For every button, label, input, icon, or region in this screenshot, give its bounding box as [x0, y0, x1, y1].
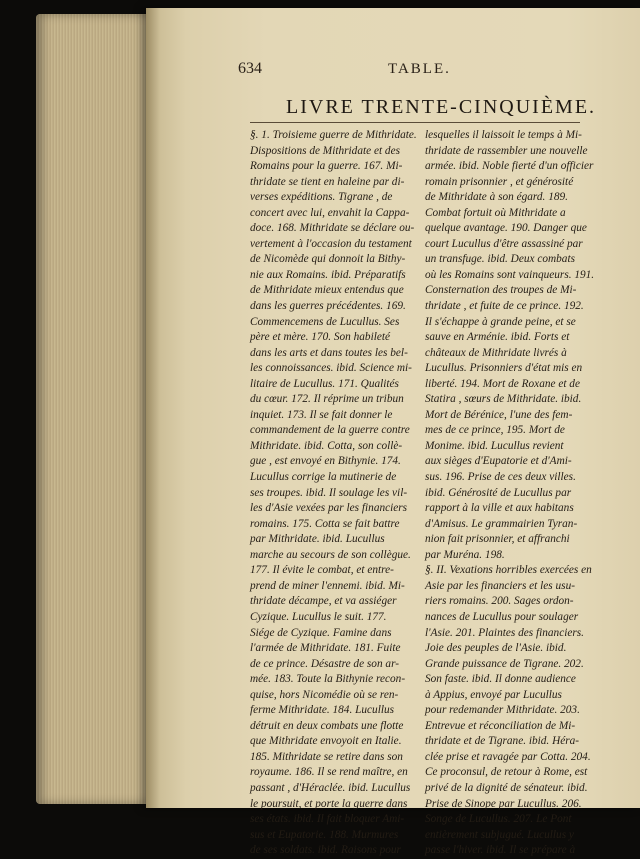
index-line: châteaux de Mithridate livrés à: [425, 346, 567, 359]
index-line: ibid. Générosité de Lucullus par: [425, 486, 572, 499]
index-line: doce. 168. Mithridate se déclare ou-: [250, 222, 415, 235]
index-line: Monime. ibid. Lucullus revient: [425, 439, 564, 452]
index-line: court Lucullus d'être assassiné par: [425, 237, 583, 250]
index-line: royaume. 186. Il se rend maître, en: [250, 766, 408, 779]
index-line: verses expéditions. Tigrane , de: [250, 191, 393, 204]
index-line: Entrevue et réconciliation de Mi-: [425, 719, 576, 732]
index-line: inquiet. 173. Il se fait donner le: [250, 408, 393, 421]
index-line: de Nicomède qui donnoit la Bithy-: [250, 253, 406, 266]
index-line: Songe de Lucullus. 207. Le Pont: [425, 813, 572, 826]
index-line: romains. 175. Cotta se fait battre: [250, 517, 400, 530]
index-line: de Mithridate à son égard. 189.: [425, 191, 568, 204]
index-line: concert avec lui, envahit la Cappa-: [250, 206, 410, 219]
index-line: 185. Mithridate se retire dans son: [250, 750, 403, 763]
index-line: par Mithridate. ibid. Lucullus: [250, 533, 385, 546]
right-column: [425, 128, 597, 859]
index-line: pour redemander Mithridate. 203.: [425, 704, 580, 717]
index-line: Asie par les financiers et les usu-: [425, 579, 575, 592]
title-rule: [250, 122, 580, 123]
index-line: Il s'échappe à grande peine, et se: [425, 315, 576, 328]
index-line: nie aux Romains. ibid. Préparatifs: [250, 268, 406, 281]
index-line: dans les guerres précédentes. 169.: [250, 300, 406, 313]
running-title: TABLE.: [388, 61, 451, 77]
index-line: ses troupes. ibid. Il soulage les vil-: [250, 486, 408, 499]
index-line: rapport à la ville et aux habitans: [425, 502, 574, 515]
index-line: litaire de Lucullus. 171. Qualités: [250, 377, 399, 390]
index-line: l'Asie. 201. Plaintes des financiers.: [425, 626, 584, 639]
index-line: détruit en deux combats une flotte: [250, 719, 404, 732]
index-line: un transfuge. ibid. Deux combats: [425, 253, 575, 266]
index-line: dans les arts et dans toutes les bel-: [250, 346, 408, 359]
index-line: Ce proconsul, de retour à Rome, est: [425, 766, 588, 779]
index-line: Lucullus. Prisonniers d'état mis en: [425, 362, 583, 375]
index-line: sauve en Arménie. ibid. Forts et: [425, 331, 570, 344]
index-line: clée prise et ravagée par Cotta. 204.: [425, 750, 591, 763]
index-line: romain prisonnier , et générosité: [425, 175, 574, 188]
index-line: entièrement subjugué. Lucullus y: [425, 828, 574, 841]
index-line: Combat fortuit où Mithridate a: [425, 206, 566, 219]
index-line: privé de la dignité de sénateur. ibid.: [425, 781, 588, 794]
index-line: que Mithridate envoyoit en Italie.: [250, 735, 402, 748]
index-line: Siége de Cyzique. Famine dans: [250, 626, 392, 639]
index-line: Mithridate. ibid. Cotta, son collè-: [250, 439, 403, 452]
left-column: [250, 128, 422, 859]
index-line: Commencemens de Lucullus. Ses: [250, 315, 400, 328]
index-line: thridate , et fuite de ce prince. 192.: [425, 300, 584, 313]
index-line: quelque avantage. 190. Danger que: [425, 222, 587, 235]
index-line: thridate et de Tigrane. ibid. Héra-: [425, 735, 580, 748]
index-line: Romains pour la guerre. 167. Mi-: [250, 160, 403, 173]
index-line: §. II. Vexations horribles exercées en: [425, 564, 592, 577]
index-line: Grande puissance de Tigrane. 202.: [425, 657, 584, 670]
index-line: nances de Lucullus pour soulager: [425, 610, 579, 623]
index-line: passe l'hiver. ibid. Il se prépare à: [425, 844, 576, 857]
index-line: 177. Il évite le combat, et entre-: [250, 564, 394, 577]
index-line: du cœur. 172. Il réprime un tribun: [250, 393, 404, 406]
index-line: mes de ce prince, 195. Mort de: [425, 424, 565, 437]
index-line: lesquelles il laissoit le temps à Mi-: [425, 129, 582, 141]
index-line: père et mère. 170. Son habileté: [250, 331, 391, 344]
index-line: prend de miner l'ennemi. ibid. Mi-: [250, 579, 405, 592]
index-line: Son faste. ibid. Il donne audience: [425, 673, 576, 686]
index-line: ferme Mithridate. 184. Lucullus: [250, 704, 395, 717]
index-line: où les Romains sont vainqueurs. 191.: [425, 268, 595, 281]
index-line: Lucullus corrige la mutinerie de: [250, 471, 397, 484]
index-line: armée. ibid. Noble fierté d'un officier: [425, 160, 594, 173]
index-line: Prise de Sinope par Lucullus. 206.: [425, 797, 582, 810]
index-line: thridate de rassembler une nouvelle: [425, 144, 588, 157]
index-line: Statira , sœurs de Mithridate. ibid.: [425, 393, 582, 406]
index-line: liberté. 194. Mort de Roxane et de: [425, 377, 580, 390]
index-line: aux sièges d'Eupatorie et d'Ami-: [425, 455, 572, 468]
index-line: Consternation des troupes de Mi-: [425, 284, 577, 297]
index-line: ses états. ibid. Il fait bloquer Ami-: [250, 813, 405, 826]
index-line: vertement à l'occasion du testament: [250, 237, 412, 250]
index-line: riers romains. 200. Sages ordon-: [425, 595, 574, 608]
index-line: les connoissances. ibid. Science mi-: [250, 362, 412, 375]
index-line: mée. 183. Toute la Bithynie recon-: [250, 673, 406, 686]
index-line: sus et Eupatorie. 188. Murmures: [250, 828, 399, 841]
page-number: 634: [238, 60, 262, 77]
index-line: gue , est envoyé en Bithynie. 174.: [250, 455, 401, 468]
index-line: marche au secours de son collègue.: [250, 548, 411, 561]
index-line: commandement de la guerre contre: [250, 424, 410, 437]
index-line: de ce prince. Désastre de son ar-: [250, 657, 399, 670]
index-line: §. 1. Troisieme guerre de Mithridate.: [250, 129, 417, 141]
index-line: d'Amisus. Le grammairien Tyran-: [425, 517, 578, 530]
index-line: passant , d'Héraclée. ibid. Lucullus: [250, 781, 411, 794]
index-line: Joie des peuples de l'Asie. ibid.: [425, 642, 567, 655]
index-line: l'armée de Mithridate. 181. Fuite: [250, 642, 401, 655]
index-line: quise, hors Nicomédie où se ren-: [250, 688, 399, 701]
chapter-title: LIVRE TRENTE-CINQUIÈME.: [286, 96, 597, 118]
index-line: Cyzique. Lucullus le suit. 177.: [250, 610, 387, 623]
index-line: Dispositions de Mithridate et des: [250, 144, 400, 157]
running-head: [238, 60, 598, 80]
index-line: nion fait prisonnier, et affranchi: [425, 533, 570, 546]
index-line: thridate se tient en haleine par di-: [250, 175, 405, 188]
index-line: à Appius, envoyé par Lucullus: [425, 688, 562, 701]
index-line: Mort de Bérénice, l'une des fem-: [425, 408, 573, 421]
index-line: sus. 196. Prise de ces deux villes.: [425, 471, 576, 484]
index-line: par Muréna. 198.: [425, 548, 505, 561]
index-line: le poursuit, et porte la guerre dans: [250, 797, 408, 810]
index-line: de ses soldats. ibid. Raisons pour: [250, 844, 401, 857]
index-line: thridate décampe, et va assiéger: [250, 595, 397, 608]
index-line: de Mithridate mieux entendus que: [250, 284, 404, 297]
index-line: les d'Asie vexées par les financiers: [250, 502, 408, 515]
